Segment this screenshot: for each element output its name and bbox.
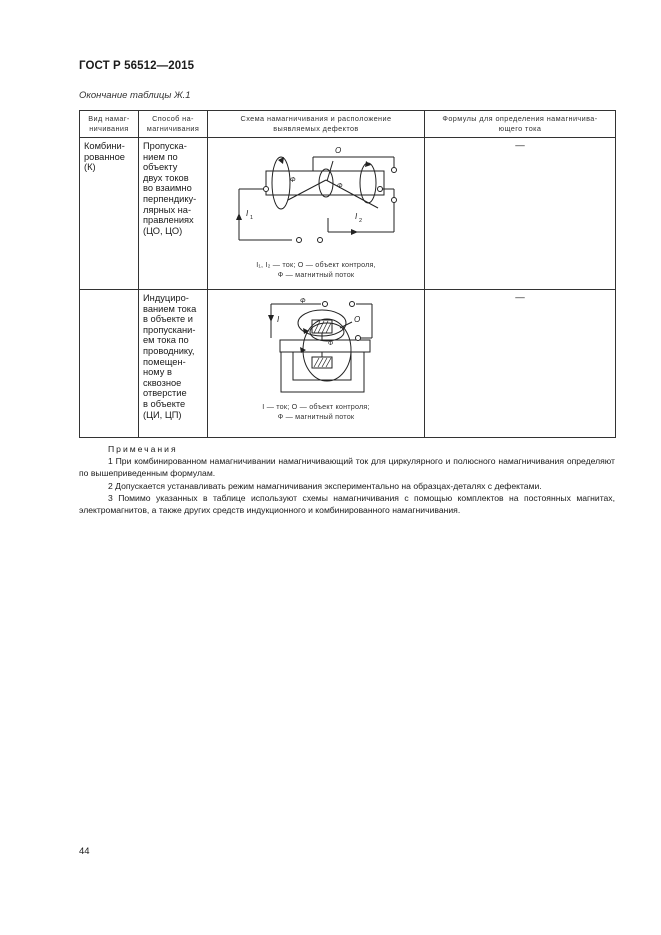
- note-item: 1 При комбинированном намагничивании намагничивающий ток для циркулярного и полюсного намагничивания определяют по вышеприведенным формулам.: [79, 456, 615, 479]
- cell-kind: Комбини- рованное (К): [80, 138, 139, 290]
- document-header: ГОСТ Р 56512—2015: [79, 60, 195, 72]
- note-item: 3 Помимо указанных в таблице используют схемы намагничивания с помощью комплектов на постоянных магнитах, электромагнитов, а также других средств индукционного и комбинированного намагничивания.: [79, 492, 615, 516]
- cell-kind: [80, 290, 139, 438]
- diagram-legend-2: I — ток; O — объект контроля; Ф — магнитный поток: [262, 402, 370, 421]
- table-row: [80, 138, 616, 290]
- cell-formula: —: [425, 290, 616, 438]
- diagram-legend-1: I₁, I₂ — ток; O — объект контроля, Ф — магнитный поток: [256, 260, 376, 279]
- cell-diagram: [208, 290, 425, 438]
- label-current-1-sub: 1: [250, 215, 254, 221]
- notes-section: [79, 443, 615, 516]
- label-flux-1: Ф: [290, 177, 296, 184]
- label-current: I: [277, 315, 280, 324]
- cell-diagram: [208, 138, 425, 290]
- cell-method: Индуциро- ванием тока в объекте и пропускани- ем тока по проводнику, помещен- ному в сквозное отверстие в объекте (ЦИ, ЦП): [139, 290, 208, 438]
- label-current-1: I: [246, 209, 249, 218]
- label-flux-2: Ф: [337, 183, 343, 190]
- label-object: O: [335, 146, 342, 155]
- note-item: 2 Допускается устанавливать режим намагничивания экспериментально на образцах-деталях с дефектами.: [108, 480, 542, 491]
- magnetization-table: [79, 110, 616, 438]
- cell-method: Пропуска- нием по объекту двух токов во взаимно перпендику- лярных на- правлениях (ЦО, ЦО): [139, 138, 208, 290]
- col-header-kind: Вид намаг- ничивания: [80, 111, 139, 138]
- label-current-2: I: [355, 212, 358, 221]
- col-header-method: Способ на- магничивания: [139, 111, 208, 138]
- col-header-formulas: Формулы для определения намагничива- ющего тока: [425, 111, 616, 138]
- col-header-diagram: Схема намагничивания и расположение выявляемых дефектов: [208, 111, 425, 138]
- diagram-two-currents: [208, 138, 423, 260]
- cell-formula: —: [425, 138, 616, 290]
- notes-heading: Примечания: [108, 444, 178, 454]
- label-current-2-sub: 2: [359, 218, 363, 224]
- label-object: O: [354, 315, 361, 324]
- diagram-induced-current: [208, 290, 423, 402]
- page-number: 44: [79, 846, 90, 857]
- table-caption: Окончание таблицы Ж.1: [79, 90, 191, 101]
- label-flux-2: Ф: [328, 340, 334, 347]
- label-flux-1: Ф: [300, 298, 306, 305]
- table-row: [80, 290, 616, 438]
